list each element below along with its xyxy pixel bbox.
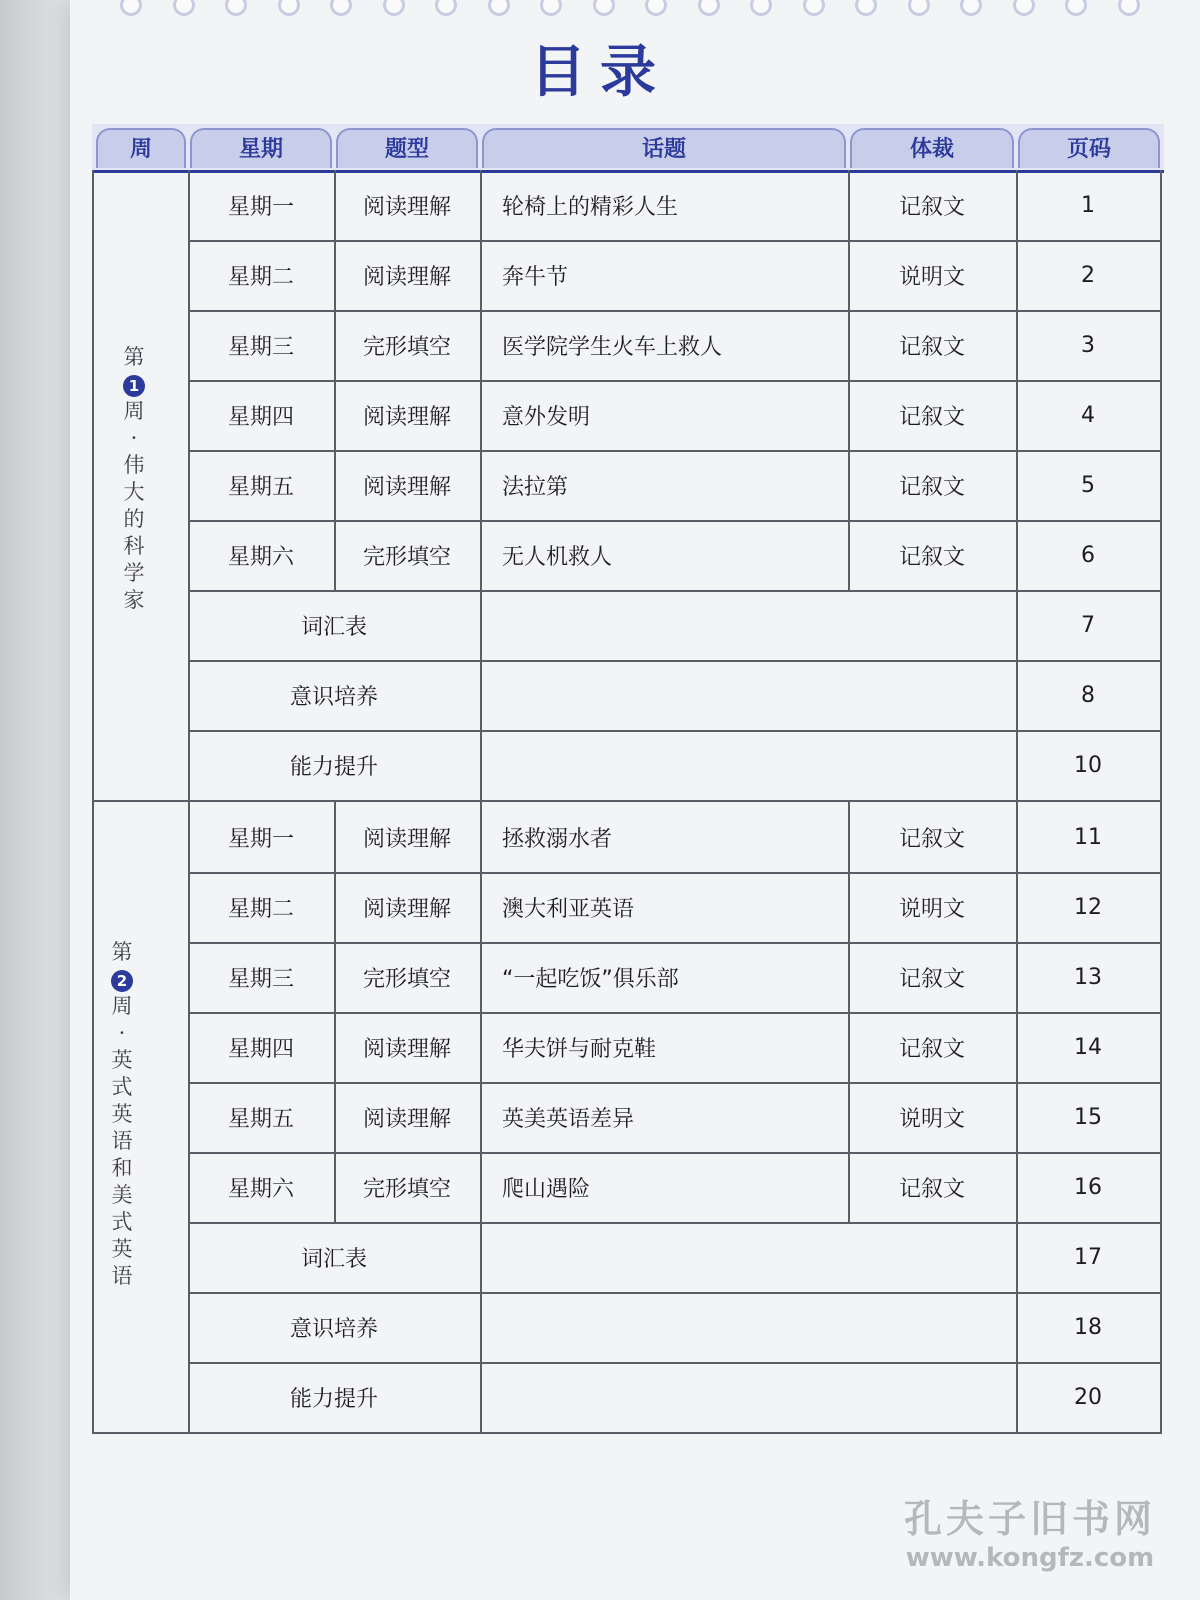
binding-ring [278, 0, 300, 16]
column-rule [188, 170, 190, 800]
binding-ring [593, 0, 615, 16]
header-genre: 体裁 [850, 128, 1014, 168]
topic-cell: 华夫饼与耐克鞋 [502, 1036, 657, 1062]
column-rule [1160, 170, 1162, 800]
genre-cell: 记叙文 [898, 544, 965, 570]
week-2-label [102, 939, 142, 1290]
binding-ring [645, 0, 667, 16]
binding-ring [225, 0, 247, 16]
watermark [880, 1488, 1180, 1573]
genre-cell: 说明文 [898, 1106, 965, 1132]
extra-item-label: 词汇表 [300, 614, 367, 640]
week-label-char: · [118, 1021, 126, 1045]
binding-ring [698, 0, 720, 16]
week-label-char: 第 [111, 940, 133, 964]
day-cell: 星期四 [227, 404, 294, 430]
day-cell: 星期六 [227, 1176, 294, 1202]
spiral-binding [100, 0, 1160, 22]
column-rule [334, 802, 336, 1222]
type-cell: 完形填空 [362, 334, 451, 360]
header-type: 题型 [336, 128, 478, 168]
extra-item-label: 能力提升 [289, 1386, 378, 1412]
type-cell: 阅读理解 [362, 404, 451, 430]
binding-ring [1118, 0, 1140, 16]
extra-item-label: 意识培养 [289, 1316, 378, 1342]
type-cell: 完形填空 [362, 544, 451, 570]
topic-cell: 无人机救人 [502, 544, 613, 570]
page-number-cell: 15 [1074, 1104, 1102, 1130]
header-day: 星期 [190, 128, 332, 168]
week-label-char: 第 [123, 345, 145, 369]
day-cell: 星期四 [227, 1036, 294, 1062]
topic-cell: 爬山遇险 [502, 1176, 591, 1202]
table-of-contents [92, 124, 1164, 1474]
type-cell: 阅读理解 [362, 1106, 451, 1132]
topic-cell: 法拉第 [502, 474, 569, 500]
topic-cell: 英美英语差异 [502, 1106, 635, 1132]
type-cell: 完形填空 [362, 1176, 451, 1202]
column-rule [848, 170, 850, 590]
page-number-cell: 17 [1074, 1244, 1102, 1270]
genre-cell: 记叙文 [898, 826, 965, 852]
type-cell: 阅读理解 [362, 264, 451, 290]
binding-ring [855, 0, 877, 16]
week-label-char: 伟 [123, 453, 145, 477]
page-number-cell: 6 [1081, 542, 1095, 568]
week-label-char: 学 [123, 561, 145, 585]
page-number-cell: 2 [1081, 262, 1095, 288]
topic-cell: 奔牛节 [502, 264, 569, 290]
genre-cell: 记叙文 [898, 404, 965, 430]
binding-ring [1065, 0, 1087, 16]
genre-cell: 记叙文 [898, 966, 965, 992]
type-cell: 完形填空 [362, 966, 451, 992]
header-week: 周 [96, 128, 186, 168]
day-cell: 星期一 [227, 826, 294, 852]
day-cell: 星期二 [227, 264, 294, 290]
page-number-cell: 1 [1081, 192, 1095, 218]
week-label-char: 家 [123, 588, 145, 612]
binding-ring [908, 0, 930, 16]
week-label-char: 科 [123, 534, 145, 558]
extra-item-label: 词汇表 [300, 1246, 367, 1272]
page-number-cell: 11 [1074, 824, 1102, 850]
topic-cell: 澳大利亚英语 [502, 896, 635, 922]
binding-ring [120, 0, 142, 16]
topic-cell: 轮椅上的精彩人生 [502, 194, 679, 220]
topic-cell: 拯救溺水者 [502, 826, 613, 852]
week-label-char: 式 [111, 1210, 133, 1234]
day-cell: 星期三 [227, 966, 294, 992]
day-cell: 星期五 [227, 474, 294, 500]
binding-ring [803, 0, 825, 16]
binding-ring [540, 0, 562, 16]
binding-ring [750, 0, 772, 16]
column-rule [188, 802, 190, 1432]
week-label-char: 语 [111, 1264, 133, 1288]
week-number-badge: 2 [111, 970, 133, 992]
week-label-char: 周 [111, 994, 133, 1018]
section-rule [92, 1432, 1162, 1434]
column-rule [1160, 802, 1162, 1432]
column-rule [334, 170, 336, 590]
header-row [92, 124, 1164, 173]
column-rule [480, 170, 482, 800]
page-number-cell: 13 [1074, 964, 1102, 990]
binding-ring [1013, 0, 1035, 16]
page-number-cell: 14 [1074, 1034, 1102, 1060]
column-rule [1016, 802, 1018, 1432]
watermark-cn: 孔夫子旧书网 [903, 1496, 1156, 1541]
binding-ring [435, 0, 457, 16]
genre-cell: 记叙文 [898, 194, 965, 220]
week-label-char: · [130, 426, 138, 450]
binding-ring [960, 0, 982, 16]
page-number-cell: 8 [1081, 682, 1095, 708]
type-cell: 阅读理解 [362, 1036, 451, 1062]
binding-ring [383, 0, 405, 16]
type-cell: 阅读理解 [362, 474, 451, 500]
topic-cell: “一起吃饭”俱乐部 [502, 966, 679, 992]
week-label-char: 周 [123, 399, 145, 423]
day-cell: 星期一 [227, 194, 294, 220]
week-1-label [114, 344, 154, 614]
genre-cell: 记叙文 [898, 334, 965, 360]
extra-item-label: 能力提升 [289, 754, 378, 780]
page-number-cell: 3 [1081, 332, 1095, 358]
extra-item-label: 意识培养 [289, 684, 378, 710]
header-topic: 话题 [482, 128, 846, 168]
binding-ring [173, 0, 195, 16]
column-rule [848, 802, 850, 1222]
topic-cell: 意外发明 [502, 404, 591, 430]
column-rule [92, 170, 94, 1432]
week-label-char: 英 [111, 1102, 133, 1126]
page-number-cell: 5 [1081, 472, 1095, 498]
week-label-char: 语 [111, 1129, 133, 1153]
day-cell: 星期二 [227, 896, 294, 922]
page-title: 目录 [530, 40, 670, 105]
week-label-char: 英 [111, 1237, 133, 1261]
page-number-cell: 12 [1074, 894, 1102, 920]
type-cell: 阅读理解 [362, 194, 451, 220]
week-label-char: 美 [111, 1183, 133, 1207]
page-left-edge [0, 0, 70, 1600]
week-label-char: 和 [111, 1156, 133, 1180]
page-number-cell: 20 [1074, 1384, 1102, 1410]
day-cell: 星期五 [227, 1106, 294, 1132]
week-label-char: 英 [111, 1048, 133, 1072]
genre-cell: 说明文 [898, 264, 965, 290]
topic-cell: 医学院学生火车上救人 [502, 334, 723, 360]
week-label-char: 式 [111, 1075, 133, 1099]
page-number-cell: 10 [1074, 752, 1102, 778]
watermark-en: www.kongfz.com [905, 1543, 1155, 1573]
type-cell: 阅读理解 [362, 826, 451, 852]
page-number-cell: 7 [1081, 612, 1095, 638]
week-label-char: 大 [123, 480, 145, 504]
type-cell: 阅读理解 [362, 896, 451, 922]
page-number-cell: 4 [1081, 402, 1095, 428]
column-rule [1016, 170, 1018, 800]
page-number-cell: 16 [1074, 1174, 1102, 1200]
week-label-char: 的 [123, 507, 145, 531]
week-number-badge: 1 [123, 375, 145, 397]
binding-ring [488, 0, 510, 16]
column-rule [480, 802, 482, 1432]
genre-cell: 记叙文 [898, 1036, 965, 1062]
day-cell: 星期六 [227, 544, 294, 570]
page-number-cell: 18 [1074, 1314, 1102, 1340]
genre-cell: 记叙文 [898, 1176, 965, 1202]
genre-cell: 记叙文 [898, 474, 965, 500]
header-page: 页码 [1018, 128, 1160, 168]
binding-ring [330, 0, 352, 16]
day-cell: 星期三 [227, 334, 294, 360]
genre-cell: 说明文 [898, 896, 965, 922]
